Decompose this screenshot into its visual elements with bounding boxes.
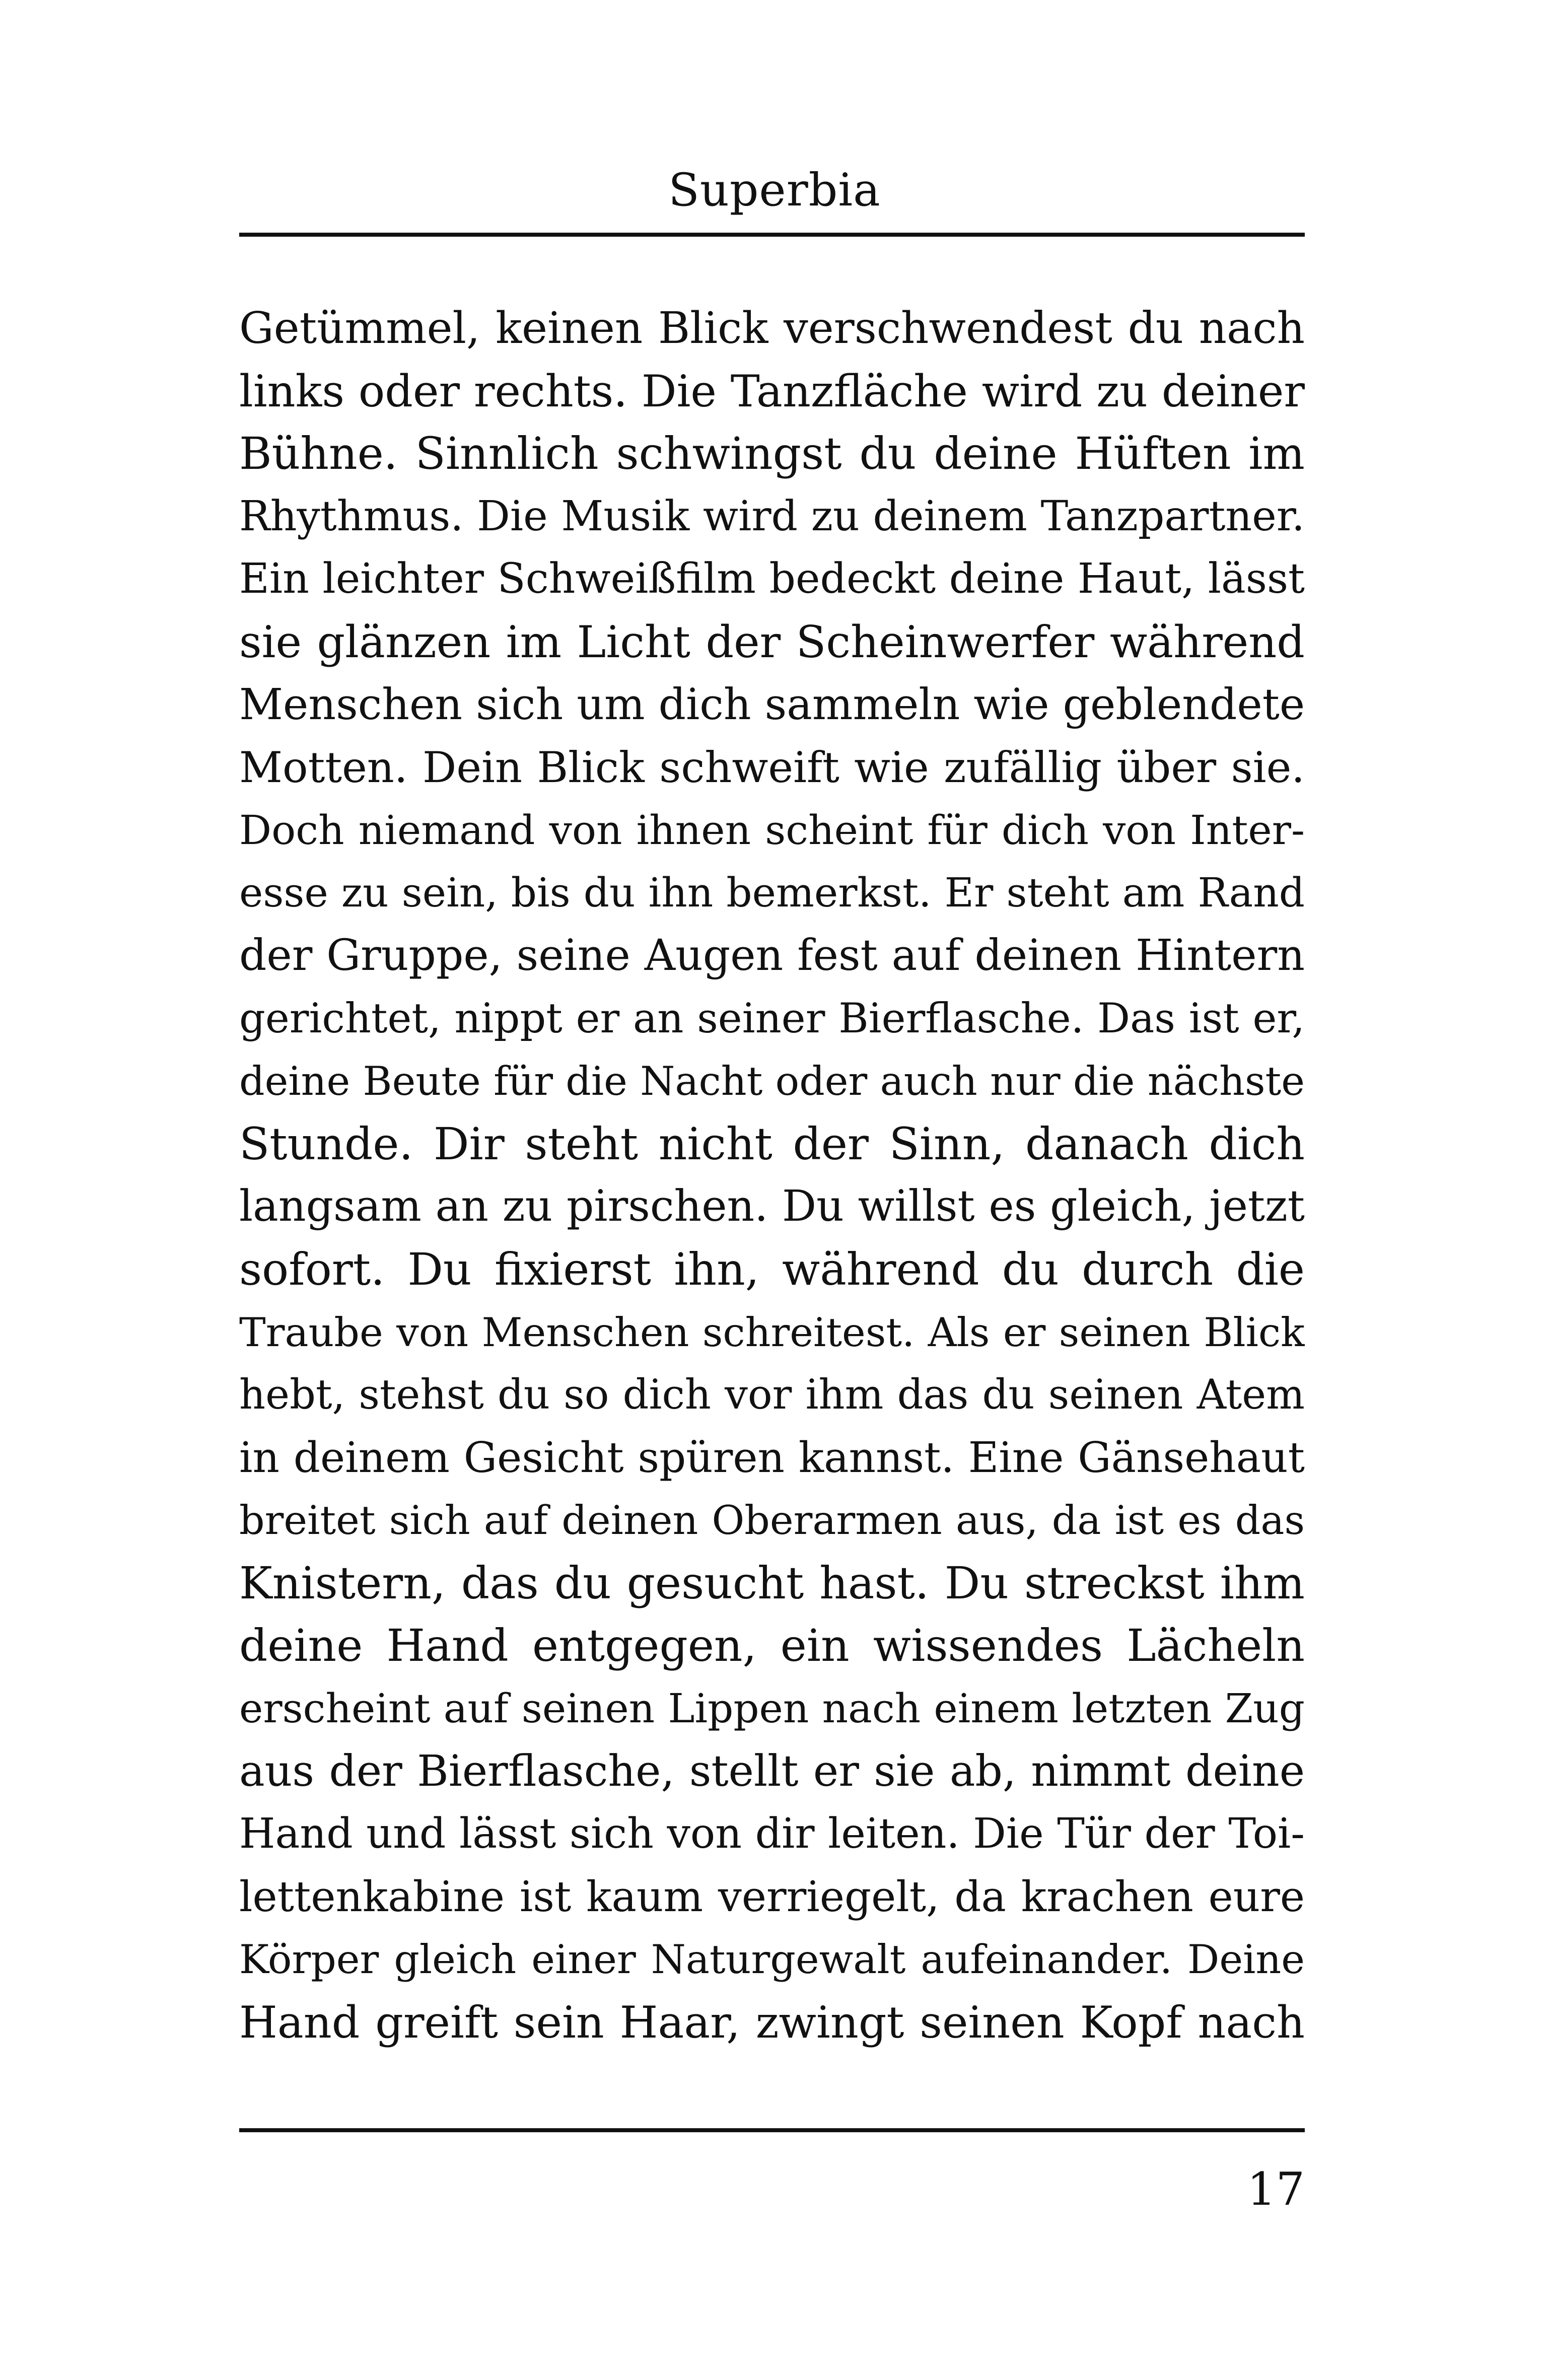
text-line: in deinem Gesicht spüren kannst. Eine Gänsehaut <box>239 1433 1305 1482</box>
text-line: langsam an zu pirschen. Du willst es gleich, jetzt <box>239 1181 1305 1232</box>
running-header: Superbia <box>668 164 881 217</box>
text-line: Knistern, das du gesucht hast. Du streckst ihm <box>239 1557 1305 1609</box>
text-line: erscheint auf seinen Lippen nach einem letzten Zug <box>239 1685 1305 1732</box>
text-line: Rhythmus. Die Musik wird zu deinem Tanzpartner. <box>239 492 1305 540</box>
header-rule <box>239 233 1305 237</box>
text-line: der Gruppe, seine Augen fest auf deinen Hintern <box>239 930 1305 981</box>
text-line: Körper gleich einer Naturgewalt aufeinander. Deine <box>239 1936 1305 1983</box>
text-line: Ein leichter Schweißfilm bedeckt deine Haut, lässt <box>239 555 1305 603</box>
text-line: Traube von Menschen schreitest. Als er seinen Blick <box>239 1309 1305 1356</box>
text-line: Getümmel, keinen Blick verschwendest du nach <box>239 303 1305 354</box>
text-line: lettenkabine ist kaum verriegelt, da krachen eure <box>239 1872 1305 1921</box>
body-text <box>239 297 1305 2054</box>
text-line: Menschen sich um dich sammeln wie geblendete <box>239 679 1305 730</box>
text-line: deine Hand entgegen, ein wissendes Lächeln <box>239 1620 1305 1672</box>
footer-rule <box>239 2128 1305 2132</box>
text-line: Hand greift sein Haar, zwingt seinen Kopf nach <box>239 1997 1305 2049</box>
text-line: Doch niemand von ihnen scheint für dich von Inter- <box>239 806 1305 854</box>
text-line: sie glänzen im Licht der Scheinwerfer während <box>239 616 1305 668</box>
text-line: sofort. Du fixierst ihn, während du durch die <box>239 1243 1305 1295</box>
page-number: 17 <box>1247 2163 1305 2216</box>
text-line: deine Beute für die Nacht oder auch nur die nächste <box>239 1058 1305 1105</box>
text-line: Stunde. Dir steht nicht der Sinn, danach dich <box>239 1117 1305 1170</box>
text-line: aus der Bierflasche, stellt er sie ab, nimmt deine <box>239 1746 1305 1796</box>
text-line: Hand und lässt sich von dir leiten. Die Tür der Toi- <box>239 1810 1305 1858</box>
text-line: gerichtet, nippt er an seiner Bierflasche. Das ist er, <box>239 995 1305 1042</box>
text-line: Bühne. Sinnlich schwingst du deine Hüften im <box>239 428 1305 480</box>
text-line: hebt, stehst du so dich vor ihm das du seinen Atem <box>239 1371 1305 1419</box>
text-line: esse zu sein, bis du ihn bemerkst. Er steht am Rand <box>239 869 1305 917</box>
text-line: links oder rechts. Die Tanzfläche wird zu deiner <box>239 365 1305 417</box>
text-line: Motten. Dein Blick schweift wie zufällig über sie. <box>239 743 1305 793</box>
text-line: breitet sich auf deinen Oberarmen aus, da ist es das <box>239 1497 1305 1544</box>
